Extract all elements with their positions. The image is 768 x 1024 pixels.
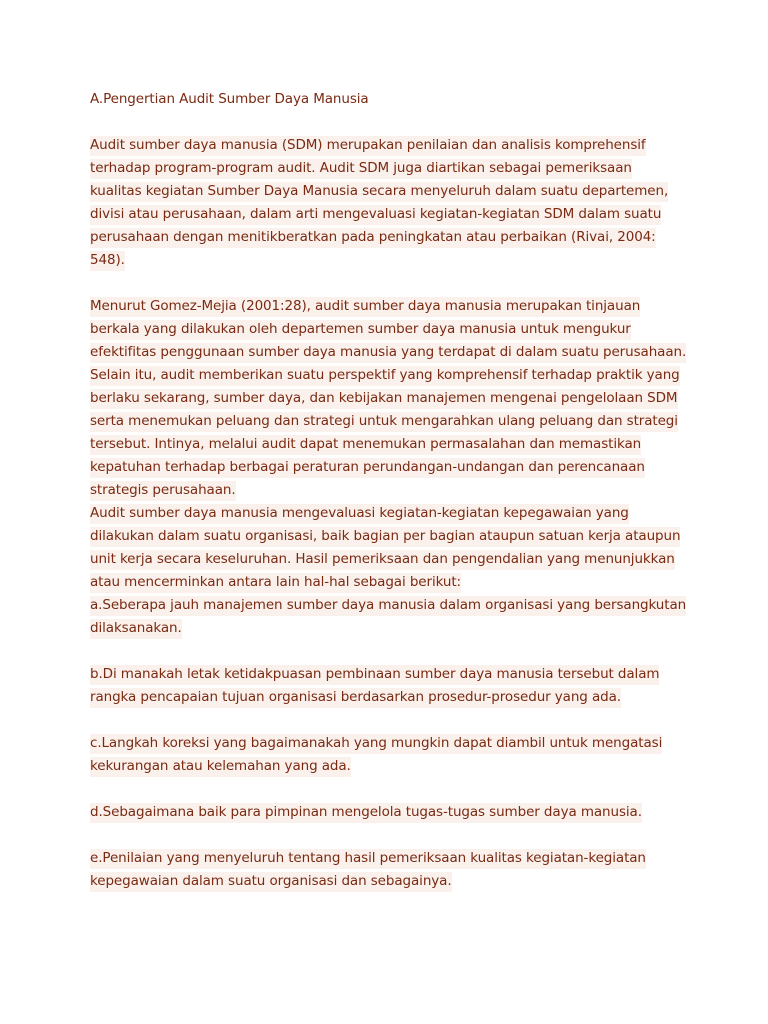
- text-line: terhadap program-program audit. Audit SDM juga diartikan sebagai pemeriksaan: [90, 157, 690, 180]
- text-line: berlaku sekarang, sumber daya, dan kebijakan manajemen mengenai pengelolaan SDM: [90, 387, 690, 410]
- heading-text: A.Pengertian Audit Sumber Daya Manusia: [90, 91, 369, 107]
- text-line: kekurangan atau kelemahan yang ada.: [90, 755, 690, 778]
- text-line: tersebut. Intinya, melalui audit dapat menemukan permasalahan dan memastikan: [90, 433, 690, 456]
- text-line: e.Penilaian yang menyeluruh tentang hasil pemeriksaan kualitas kegiatan-kegiatan: [90, 847, 690, 870]
- paragraph-gap: [90, 778, 690, 801]
- document-page: [90, 88, 690, 893]
- text-line: 548).: [90, 249, 690, 272]
- paragraph-gap: [90, 272, 690, 295]
- text-line: strategis perusahaan.: [90, 479, 690, 502]
- text-line: c.Langkah koreksi yang bagaimanakah yang mungkin dapat diambil untuk mengatasi: [90, 732, 690, 755]
- text-line: rangka pencapaian tujuan organisasi berdasarkan prosedur-prosedur yang ada.: [90, 686, 690, 709]
- text-line: Audit sumber daya manusia mengevaluasi kegiatan-kegiatan kepegawaian yang: [90, 502, 690, 525]
- text-line: b.Di manakah letak ketidakpuasan pembinaan sumber daya manusia tersebut dalam: [90, 663, 690, 686]
- text-line: dilakukan dalam suatu organisasi, baik bagian per bagian ataupun satuan kerja ataupun: [90, 525, 690, 548]
- text-line: perusahaan dengan menitikberatkan pada peningkatan atau perbaikan (Rivai, 2004:: [90, 226, 690, 249]
- section-heading: [90, 88, 690, 111]
- list-item-a: dilaksanakan.: [90, 617, 690, 640]
- list-item-a: a.Seberapa jauh manajemen sumber daya manusia dalam organisasi yang bersangkutan: [90, 594, 690, 617]
- text-line: Menurut Gomez-Mejia (2001:28), audit sumber daya manusia merupakan tinjauan: [90, 295, 690, 318]
- text-line: unit kerja secara keseluruhan. Hasil pemeriksaan dan pengendalian yang menunjukkan: [90, 548, 690, 571]
- list-item-b: [90, 663, 690, 709]
- text-line: serta menemukan peluang dan strategi untuk mengarahkan ulang peluang dan strategi: [90, 410, 690, 433]
- paragraph-gap: [90, 709, 690, 732]
- paragraph-gomez-mejia: [90, 295, 690, 502]
- text-line: berkala yang dilakukan oleh departemen sumber daya manusia untuk mengukur: [90, 318, 690, 341]
- list-item-d: [90, 801, 690, 824]
- text-line: Audit sumber daya manusia (SDM) merupakan penilaian dan analisis komprehensif: [90, 134, 690, 157]
- list-item-e: [90, 847, 690, 893]
- paragraph-gap: [90, 824, 690, 847]
- paragraph-gap: [90, 111, 690, 134]
- paragraph-gap: [90, 640, 690, 663]
- text-line: divisi atau perusahaan, dalam arti mengevaluasi kegiatan-kegiatan SDM dalam suatu: [90, 203, 690, 226]
- text-line: kualitas kegiatan Sumber Daya Manusia secara menyeluruh dalam suatu departemen,: [90, 180, 690, 203]
- paragraph-evaluation: [90, 502, 690, 640]
- text-line: d.Sebagaimana baik para pimpinan mengelola tugas-tugas sumber daya manusia.: [90, 801, 690, 824]
- list-item-c: [90, 732, 690, 778]
- text-line: kepatuhan terhadap berbagai peraturan perundangan-undangan dan perencanaan: [90, 456, 690, 479]
- text-line: efektifitas penggunaan sumber daya manusia yang terdapat di dalam suatu perusahaan.: [90, 341, 690, 364]
- paragraph-definition: [90, 134, 690, 272]
- text-line: Selain itu, audit memberikan suatu perspektif yang komprehensif terhadap praktik yang: [90, 364, 690, 387]
- text-line: kepegawaian dalam suatu organisasi dan sebagainya.: [90, 870, 690, 893]
- text-line: atau mencerminkan antara lain hal-hal sebagai berikut:: [90, 571, 690, 594]
